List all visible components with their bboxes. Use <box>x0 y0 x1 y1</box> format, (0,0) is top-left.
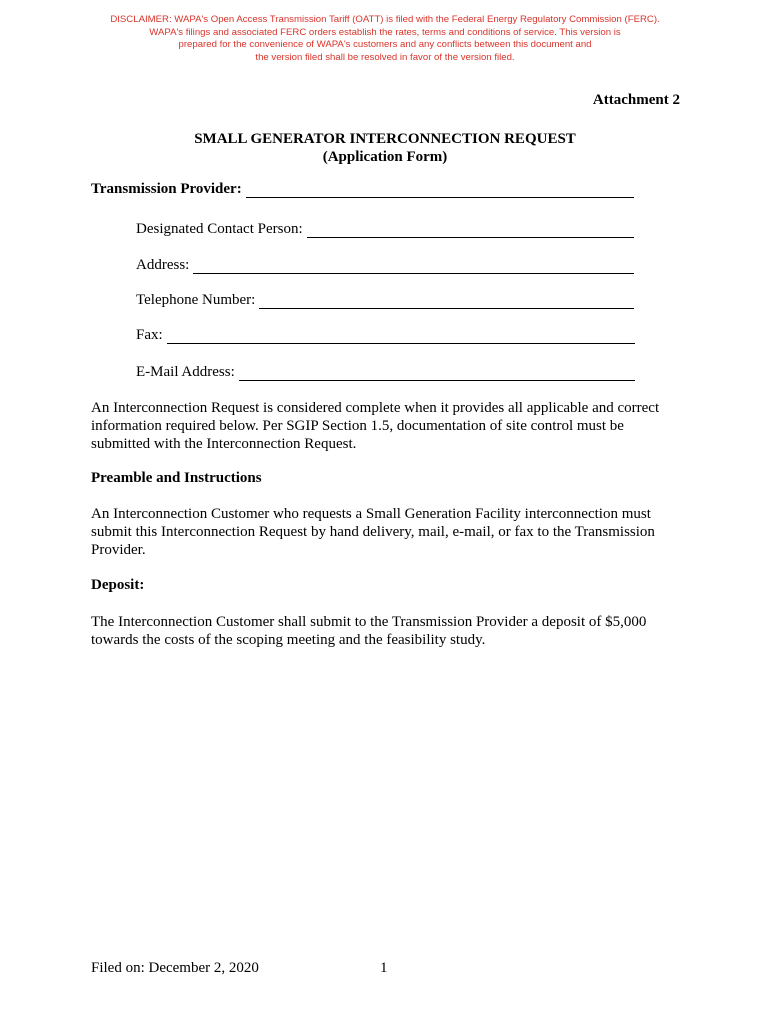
disclaimer-line: prepared for the convenience of WAPA's customers and any conflicts between this document and <box>178 39 592 51</box>
email-label: E-Mail Address: <box>136 364 235 380</box>
transmission-provider-input-line[interactable] <box>246 183 634 198</box>
telephone-input-line[interactable] <box>259 294 634 309</box>
contact-person-label: Designated Contact Person: <box>136 221 303 237</box>
fax-input-line[interactable] <box>167 329 635 344</box>
email-field[interactable] <box>136 363 635 381</box>
preamble-heading: Preamble and Instructions <box>91 470 262 486</box>
address-input-line[interactable] <box>193 259 634 274</box>
filed-date: Filed on: December 2, 2020 <box>91 960 259 976</box>
intro-line: information required below. Per SGIP Section 1.5, documentation of site control must be <box>91 418 624 434</box>
preamble-line: An Interconnection Customer who requests a Small Generation Facility interconnection must <box>91 506 651 522</box>
preamble-line: Provider. <box>91 542 146 558</box>
disclaimer <box>60 14 710 64</box>
attachment-label: Attachment 2 <box>592 92 680 108</box>
fax-field[interactable] <box>136 326 635 344</box>
disclaimer-line: DISCLAIMER: WAPA's Open Access Transmission Tariff (OATT) is filed with the Federal Energy Regulatory Commission (FERC). <box>110 14 660 25</box>
disclaimer-line: WAPA's filings and associated FERC orders establish the rates, terms and conditions of service. This version is <box>149 26 621 38</box>
transmission-provider-field[interactable] <box>91 180 634 198</box>
fax-label: Fax: <box>136 327 163 343</box>
telephone-field[interactable] <box>136 291 634 309</box>
title-sub: (Application Form) <box>322 149 448 165</box>
email-input-line[interactable] <box>239 366 635 381</box>
address-field[interactable] <box>136 256 634 274</box>
disclaimer-line: the version filed shall be resolved in favor of the version filed. <box>255 51 515 63</box>
deposit-heading: Deposit: <box>91 577 145 593</box>
preamble-paragraph <box>91 505 681 559</box>
deposit-paragraph <box>91 613 681 649</box>
intro-line: submitted with the Interconnection Request. <box>91 436 357 452</box>
telephone-label: Telephone Number: <box>136 292 256 308</box>
deposit-line: The Interconnection Customer shall submit to the Transmission Provider a deposit of $5,000 <box>91 614 647 630</box>
page-number: 1 <box>380 960 388 976</box>
title-main: SMALL GENERATOR INTERCONNECTION REQUEST <box>194 131 576 147</box>
deposit-line: towards the costs of the scoping meeting and the feasibility study. <box>91 632 486 648</box>
transmission-provider-label: Transmission Provider: <box>91 181 242 197</box>
address-label: Address: <box>136 257 190 273</box>
contact-person-field[interactable] <box>136 220 634 238</box>
intro-line: An Interconnection Request is considered complete when it provides all applicable and correct <box>91 400 660 416</box>
page-title <box>0 130 770 166</box>
intro-paragraph <box>91 399 681 453</box>
preamble-line: submit this Interconnection Request by hand delivery, mail, e-mail, or fax to the Transmission <box>91 524 655 540</box>
contact-person-input-line[interactable] <box>307 223 634 238</box>
